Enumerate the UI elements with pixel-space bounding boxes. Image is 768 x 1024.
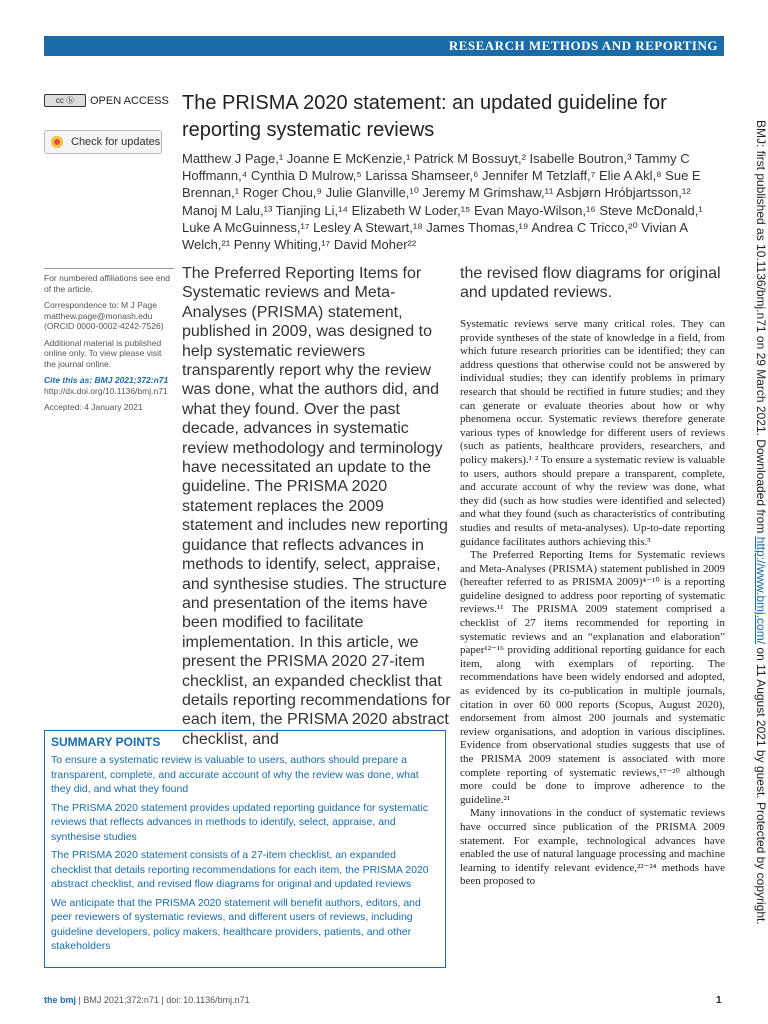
bmj-link[interactable]: http://www.bmj.com/ bbox=[754, 536, 768, 645]
summary-point: To ensure a systematic review is valuable to users, authors should prepare a transparent, complete, and accurate account of why the review was done, what they did, and what they found bbox=[51, 754, 419, 795]
sidebar-divider bbox=[44, 268, 174, 269]
copyright-sidebar bbox=[754, 120, 768, 1000]
correspondence bbox=[44, 300, 174, 332]
citation-block bbox=[44, 375, 174, 396]
orcid: (ORCID 0000-0002-4242-7526) bbox=[44, 321, 164, 331]
section-banner: RESEARCH METHODS AND REPORTING bbox=[44, 36, 724, 56]
summary-points-box bbox=[44, 730, 446, 968]
crossmark-icon bbox=[51, 136, 63, 148]
body-paragraph-3: Many innovations in the conduct of systematic reviews have occurred since publication of the PRISMA 2009 statement. For example, technological advances have enabled the use of natural language processing and machine learning to identify relevant evidence,²²⁻²⁴ methods have been proposed to bbox=[460, 807, 725, 888]
copyright-text-after: on 11 August 2021 by guest. Protected by copyright. bbox=[754, 644, 768, 925]
author-list: Matthew J Page,¹ Joanne E McKenzie,¹ Patrick M Bossuyt,² Isabelle Boutron,³ Tammy C Hoffmann,⁴ Cynthia D Mulrow,⁵ Larissa Shamseer,⁶ Jennifer M Tetzlaff,⁷ Elie A Akl,⁸ Sue E Brennan,¹ Roger Chou,⁹ Julie Glanville,¹⁰ Jeremy M Grimshaw,¹¹ Asbjørn Hróbjartsson,¹² Manoj M Lalu,¹³ Tianjing Li,¹⁴ Elizabeth W Loder,¹⁵ Evan Mayo-Wilson,¹⁶ Steve McDonald,¹ Luke A McGuinness,¹⁷ Lesley A Stewart,¹⁸ James Thomas,¹⁹ Andrea C Tricco,²⁰ Vivian A Welch,²¹ Penny Whiting,¹⁷ David Moher²² bbox=[182, 151, 703, 253]
footer-citation: | BMJ 2021;372:n71 | doi: 10.1136/bmj.n71 bbox=[78, 995, 250, 1005]
open-access-label: OPEN ACCESS bbox=[90, 94, 169, 107]
summary-point: We anticipate that the PRISMA 2020 statement will benefit authors, editors, and peer reviewers of systematic reviews, and different users of reviews, including guideline developers, policy makers, healthcare providers, patients, and other stakeholders bbox=[51, 896, 421, 952]
abstract-right-column: the revised flow diagrams for original and updated reviews. bbox=[460, 265, 721, 302]
article-metadata bbox=[44, 268, 174, 419]
cite-this-as: Cite this as: BMJ 2021;372:n71 bbox=[44, 375, 169, 385]
body-paragraph-2: The Preferred Reporting Items for Systematic reviews and Meta-Analyses (PRISMA) statement published in 2009 (hereafter referred to as PRISMA 2009)⁴⁻¹⁰ is a reporting guideline designed to address poor reporting of systematic reviews.¹¹ The PRISMA 2009 statement comprised a checklist of 27 items recommended for reporting in systematic reviews and an “explanation and elaboration” paper¹²⁻¹⁶ providing additional reporting guidance for each item, along with exemplars of reporting. The recommendations have been widely endorsed and adopted, as evidenced by its co-publication in multiple journals, citation in over 60 000 reports (Scopus, August 2020), endorsement from almost 200 journals and systematic review organisations, and adoption in various disciplines. Evidence from observational studies suggests that use of the PRISMA 2009 statement is associated with more complete reporting of systematic reviews,¹⁷⁻²⁰ although more could be done to improve adherence to the guideline.²¹ bbox=[460, 549, 725, 806]
doi-link[interactable]: http://dx.doi.org/10.1136/bmj.n71 bbox=[44, 385, 168, 396]
accepted-date: Accepted: 4 January 2021 bbox=[44, 402, 143, 412]
body-paragraph-1: Systematic reviews serve many critical roles. They can provide syntheses of the state of knowledge in a field, from which future research priorities can be identified; they can address questions that otherwise could not be answered by individual studies; they can identify problems in primary research that should be rectified in future studies; and they can generate or evaluate theories about how or why phenomena occur. Systematic reviews therefore generate various types of knowledge for different users of reviews (such as patients, healthcare providers, researchers, and policy makers).¹ ² To ensure a systematic review is valuable to users, authors should prepare a transparent, complete, and accurate account of why the review was done, what they did (such as how studies were identified and selected) and what they found (such as characteristics of contributing studies and results of meta-analyses). Up-to-date reporting guidance facilitates authors achieving this.³ bbox=[460, 318, 725, 548]
page-footer bbox=[44, 995, 250, 1005]
copyright-text-before: BMJ: first published as 10.1136/bmj.n71 on 29 March 2021. Downloaded from bbox=[754, 120, 768, 537]
summary-point: The PRISMA 2020 statement consists of a 27-item checklist, an expanded checklist that details reporting recommendations for each item, the PRISMA 2020 abstract checklist, and revised flow diagrams for original and updated reviews bbox=[51, 849, 429, 890]
abstract-left-column: The Preferred Reporting Items for Systematic reviews and Meta-Analyses (PRISMA) statement, published in 2009, was designed to help systematic reviewers transparently report why the review was done, what the authors did, and what they found. Over the past decade, advances in systematic review methodology and terminology have necessitated an update to the guideline. The PRISMA 2020 statement replaces the 2009 statement and includes new reporting guidance that reflects advances in methods to identify, select, appraise, and synthesise studies. The structure and presentation of the items have been modified to facilitate implementation. In this article, we present the PRISMA 2020 27-item checklist, an expanded checklist that details reporting recommendations for each item, the PRISMA 2020 abstract checklist, and bbox=[182, 265, 451, 748]
bmj-logo: the bmj bbox=[44, 995, 77, 1005]
correspondence-email[interactable]: matthew.page@monash.edu bbox=[44, 310, 153, 321]
article-title: The PRISMA 2020 statement: an updated guideline for reporting systematic reviews bbox=[182, 92, 667, 141]
creative-commons-icon: cc ⓑ bbox=[44, 94, 86, 107]
summary-point: The PRISMA 2020 statement provides updated reporting guidance for systematic reviews that reflects advances in methods to identify, select, appraise, and synthesise studies bbox=[51, 801, 429, 843]
open-access-badge bbox=[44, 94, 169, 107]
additional-material-note: Additional material is published online only. To view please visit the journal online. bbox=[44, 337, 162, 369]
page-number: 1 bbox=[716, 995, 722, 1006]
check-for-updates-button[interactable] bbox=[44, 130, 162, 154]
check-for-updates-label: Check for updates bbox=[71, 136, 161, 148]
correspondence-label: Correspondence to: M J Page bbox=[44, 300, 157, 310]
body-text bbox=[460, 318, 725, 889]
summary-heading: SUMMARY POINTS bbox=[51, 735, 161, 749]
affiliations-note: For numbered affiliations see end of the article. bbox=[44, 273, 171, 294]
